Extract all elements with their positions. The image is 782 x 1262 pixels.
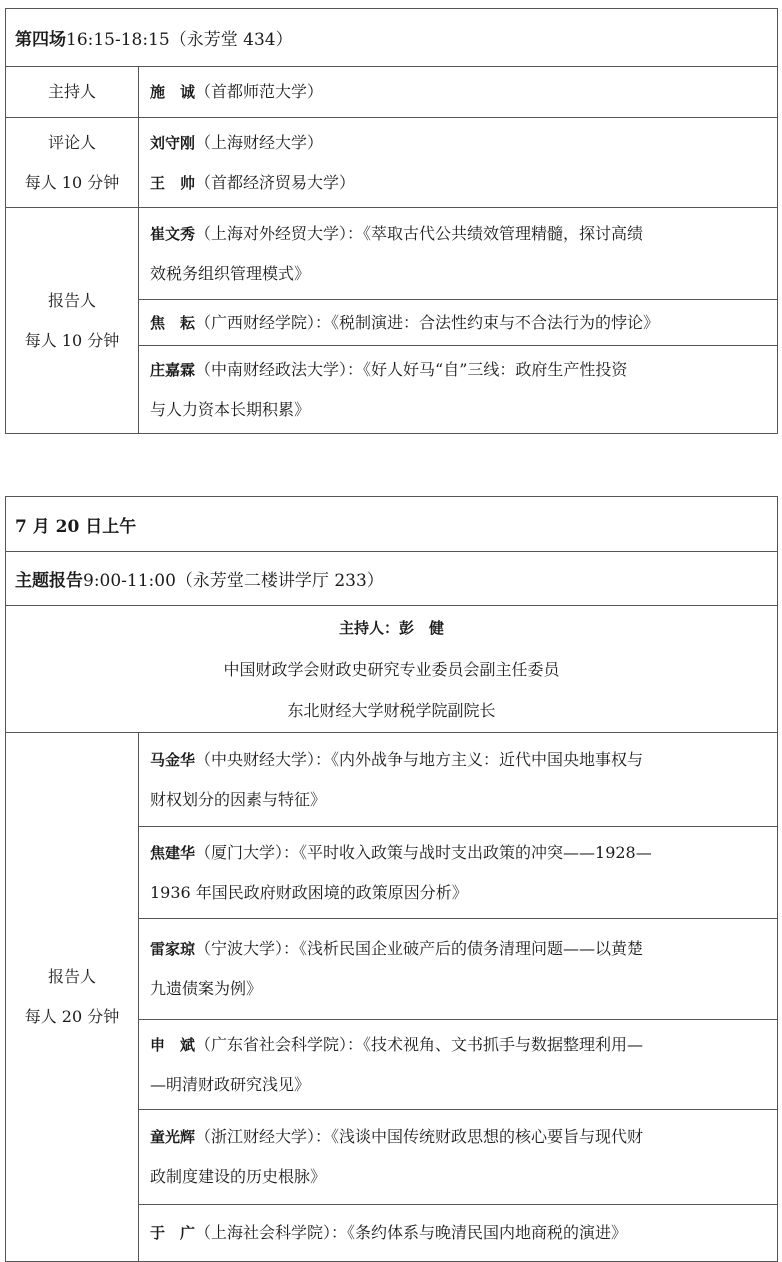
presenter-entry [139, 827, 778, 919]
keynote-presenter-label: 报告人 [47, 967, 96, 986]
presenter-entry [139, 919, 778, 1020]
keynote-title-row [6, 552, 778, 606]
reviewer-name: 刘守刚 [150, 133, 196, 152]
host-label: 主持人 [6, 67, 139, 118]
presenter-name: 申 斌 [150, 1035, 196, 1054]
reviewer-label-cell [6, 118, 139, 208]
session4-title [6, 9, 778, 67]
keynote-presenter-time: 每人 20 分钟 [24, 1007, 120, 1026]
keynote-time-place: 9:00-11:00（永芳堂二楼讲学厅 233） [83, 571, 384, 591]
date-label: 7 月 20 日上午 [15, 516, 137, 537]
date-title [6, 497, 778, 552]
presenter-text-cont: 与人力资本长期积累》 [150, 399, 311, 419]
presenter-text: （浙江财经大学）：《浅谈中国传统财政思想的核心要旨与现代财 [195, 1127, 644, 1146]
presenter-name: 于 广 [150, 1224, 196, 1242]
keynote-host: 主持人：彭 健 [338, 618, 444, 637]
reviewer-time: 每人 10 分钟 [24, 172, 120, 192]
keynote-host-row [6, 606, 778, 733]
presenter-name: 崔文秀 [150, 224, 196, 243]
keynote-presenter-row [6, 733, 778, 827]
presenter-time: 每人 10 分钟 [24, 330, 120, 350]
presenter-text-cont: 1936 年国民政府财政困境的政策原因分析》 [150, 882, 468, 902]
presenter-text-cont: —明清财政研究浅见》 [150, 1074, 311, 1094]
presenter-entry [139, 733, 778, 827]
host-name: 施 诚 [150, 83, 196, 101]
keynote-host-block [6, 606, 778, 733]
presenter-text-cont: 九遗债案为例》 [150, 979, 263, 998]
reviewer-label: 评论人 [47, 132, 96, 152]
host-entry [139, 67, 778, 118]
presenter-entry [139, 1205, 778, 1262]
presenter-text-cont: 效税务组织管理模式》 [150, 263, 311, 283]
keynote-host-role: 中国财政学会财政史研究专业委员会副主任委员 [223, 659, 560, 679]
presenter-name: 马金华 [150, 750, 196, 769]
presenter-name: 雷家琼 [150, 940, 196, 958]
presenter-entry [139, 208, 778, 300]
presenter-text-cont: 财权划分的因素与特征》 [150, 789, 327, 809]
presenter-text: （上海对外经贸大学）：《萃取古代公共绩效管理精髓，探讨高绩 [195, 223, 644, 243]
session4-title-row [6, 9, 778, 67]
presenter-entry [139, 300, 778, 346]
date-row [6, 497, 778, 552]
session4-host-row [6, 67, 778, 118]
keynote-table [5, 496, 778, 1262]
keynote-host-role: 东北财经大学财税学院副院长 [287, 700, 496, 720]
presenter-text: （上海社会科学院）：《条约体系与晚清民国内地商税的演进》 [195, 1223, 628, 1242]
presenter-entry [139, 346, 778, 434]
presenter-text: （广东省社会科学院）：《技术视角、文书抓手与数据整理利用— [195, 1034, 644, 1054]
presenter-entry [139, 1020, 778, 1110]
session4-title-label: 第四场 [15, 30, 66, 50]
presenter-name: 焦建华 [150, 843, 196, 862]
presenter-entry [139, 1110, 778, 1205]
presenter-text: （厦门大学）：《平时收入政策与战时支出政策的冲突——1928— [195, 842, 652, 862]
session4-reviewer-row [6, 118, 778, 208]
presenter-text: （中南财经政法大学）：《好人好马“自”三线：政府生产性投资 [195, 359, 628, 379]
presenter-text: （宁波大学）：《浅析民国企业破产后的债务清理问题——以黄楚 [195, 939, 644, 958]
reviewer-entry [150, 123, 767, 163]
presenter-label-cell [6, 208, 139, 434]
reviewer-org: （首都经济贸易大学） [195, 172, 356, 192]
reviewer-name: 王 帅 [150, 173, 196, 192]
presenter-text: （中央财经大学）：《内外战争与地方主义：近代中国央地事权与 [195, 749, 644, 769]
reviewer-org: （上海财经大学） [195, 132, 324, 152]
presenter-text: （广西财经学院）：《税制演进：合法性约束与不合法行为的悖论》 [195, 312, 660, 332]
presenter-name: 童光辉 [150, 1128, 196, 1146]
session4-presenter-row [6, 208, 778, 300]
presenter-label: 报告人 [47, 290, 96, 310]
keynote-presenter-label-cell [6, 733, 139, 1262]
session4-table [5, 8, 778, 434]
host-org: （首都师范大学） [195, 82, 324, 101]
reviewer-entry [150, 163, 767, 203]
reviewer-list [139, 118, 778, 208]
keynote-title-label: 主题报告 [15, 571, 83, 591]
presenter-name: 焦 耘 [150, 313, 196, 332]
presenter-text-cont: 政制度建设的历史根脉》 [150, 1167, 327, 1186]
keynote-title [6, 552, 778, 606]
presenter-name: 庄嘉霖 [150, 360, 196, 379]
session4-time-place: 16:15-18:15（永芳堂 434） [66, 30, 293, 50]
